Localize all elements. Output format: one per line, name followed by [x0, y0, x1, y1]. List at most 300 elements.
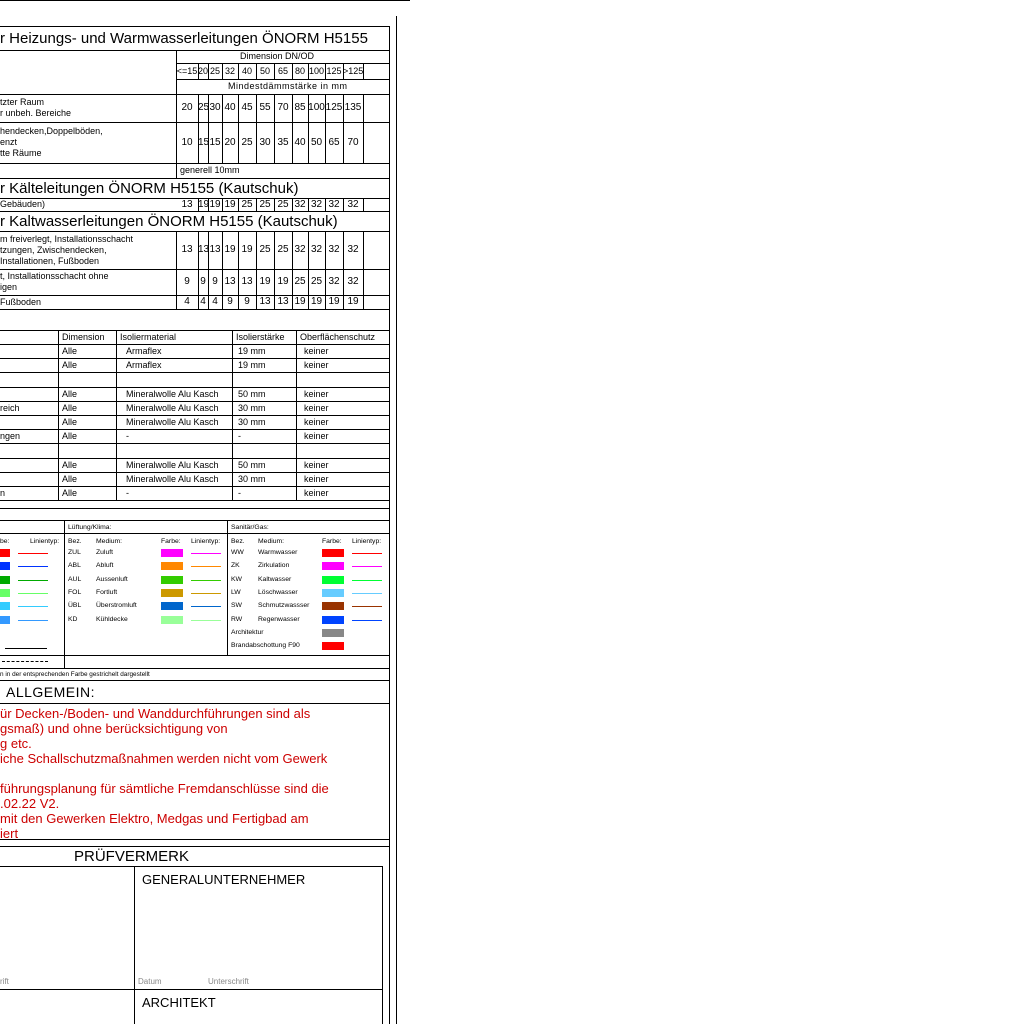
material-thickness: 19 mm: [238, 346, 266, 356]
coldwater-row-label: Fußboden: [0, 296, 42, 307]
dim-cell: <=15: [176, 66, 198, 76]
legend-medium: Löschwasser: [258, 588, 298, 596]
dim-cell: 50: [259, 66, 270, 76]
material-type: Mineralwolle Alu Kasch: [126, 473, 219, 484]
column-divider: [222, 198, 223, 211]
dim-cell: 100: [308, 66, 325, 76]
legend-line-sample: [2, 661, 48, 662]
material-dim: Alle: [62, 473, 78, 484]
column-divider: [363, 295, 364, 309]
coldwater-row-label: t, Installationsschacht ohne: [0, 271, 109, 281]
material-type: Mineralwolle Alu Kasch: [126, 459, 219, 470]
coldwater-value-cell: 19: [241, 244, 253, 255]
column-divider: [308, 94, 309, 122]
column-divider: [58, 330, 59, 500]
cold-title: r Kälteleitungen ÖNORM H5155 (Kautschuk): [0, 180, 299, 197]
coldwater-value-cell: 25: [259, 244, 271, 255]
legend-color-swatch: [0, 589, 10, 597]
heating-value-cell: 35: [277, 136, 289, 148]
column-divider: [222, 231, 223, 269]
general-title: ALLGEMEIN:: [6, 684, 96, 700]
column-divider: [256, 94, 257, 122]
column-divider: [308, 295, 309, 309]
cold-value-cell: 32: [328, 198, 340, 210]
material-dim: Alle: [62, 417, 78, 427]
legend-code: ZK: [231, 561, 240, 570]
coldwater-value-cell: 32: [294, 244, 306, 255]
legend-line-sample: [191, 553, 221, 554]
general-note-line: g etc.: [0, 736, 32, 751]
heating-value-cell: 85: [294, 102, 306, 113]
material-type: Mineralwolle Alu Kasch: [126, 388, 219, 399]
legend-header: Medium:: [96, 537, 123, 545]
legend-color-swatch: [322, 602, 344, 610]
column-divider: [198, 63, 199, 79]
general-note-line: .02.22 V2.: [0, 796, 60, 811]
column-divider: [292, 269, 293, 295]
heating-value-cell: 15: [209, 136, 221, 148]
material-header: Isolierstärke: [236, 332, 285, 342]
column-divider: [238, 295, 239, 309]
legend-code: KD: [68, 614, 78, 623]
column-divider: [274, 269, 275, 295]
heating-value-cell: 135: [344, 102, 362, 113]
legend-line-sample: [191, 606, 221, 607]
material-protection: keiner: [304, 388, 329, 399]
column-divider: [198, 295, 199, 309]
general-note-line: ür Decken-/Boden- und Wanddurchführungen sind als: [0, 706, 311, 721]
material-dim: Alle: [62, 488, 78, 498]
heating-value-cell: 45: [241, 102, 253, 113]
column-divider: [363, 122, 364, 163]
column-divider: [208, 295, 209, 309]
material-header: Dimension: [62, 332, 105, 342]
material-thickness: 30 mm: [238, 473, 266, 484]
general-note-line: gsmaß) und ohne berücksichtigung von: [0, 721, 228, 736]
heating-value-cell: 30: [259, 136, 271, 148]
column-divider: [208, 122, 209, 163]
coldwater-value-cell: 13: [198, 244, 210, 255]
material-type: -: [126, 431, 129, 442]
legend-left-header: Linientyp:: [30, 537, 60, 545]
legend-color-swatch: [322, 629, 344, 637]
gu-sign-label: Unterschrift: [208, 977, 249, 986]
column-divider: [296, 330, 297, 500]
legend-color-swatch: [322, 549, 344, 557]
legend-medium: Zirkulation: [258, 561, 290, 570]
cold-value-cell: 32: [294, 198, 306, 210]
coldwater-value-cell: 4: [184, 296, 190, 307]
heating-value-cell: 40: [224, 102, 236, 113]
column-divider: [274, 94, 275, 122]
coldwater-value-cell: 19: [259, 276, 271, 287]
material-type: Mineralwolle Alu Kasch: [126, 417, 219, 427]
legend-code: RW: [231, 614, 243, 623]
legend-color-swatch: [322, 576, 344, 584]
coldwater-value-cell: 13: [224, 276, 236, 287]
heating-value-cell: 15: [198, 136, 210, 148]
legend-color-swatch: [161, 562, 183, 570]
legend-color-swatch: [161, 589, 183, 597]
legend-color-swatch: [0, 562, 10, 570]
column-divider: [256, 269, 257, 295]
legend-medium: Zuluft: [96, 548, 114, 556]
column-divider: [208, 94, 209, 122]
legend-line-sample: [352, 620, 382, 621]
cold-value-cell: 19: [198, 198, 210, 210]
cold-value-cell: 19: [209, 198, 221, 210]
coldwater-value-cell: 9: [244, 296, 250, 307]
column-divider: [343, 122, 344, 163]
heating-row-label: tte Räume: [0, 148, 42, 158]
material-type: Armaflex: [126, 346, 162, 356]
coldwater-value-cell: 19: [310, 296, 323, 307]
column-divider: [256, 63, 257, 79]
coldwater-value-cell: 25: [310, 276, 323, 287]
heating-value-cell: 30: [209, 102, 221, 113]
legend-code: ÜBL: [68, 601, 82, 609]
legend-color-swatch: [161, 602, 183, 610]
column-divider: [343, 198, 344, 211]
outer-right-border: [396, 16, 397, 1024]
heating-value-cell: 55: [259, 102, 271, 113]
coldwater-title: r Kaltwasserleitungen ÖNORM H5155 (Kautschuk): [0, 213, 338, 230]
legend-code: ZUL: [68, 548, 81, 556]
material-type: Armaflex: [126, 360, 162, 371]
coldwater-value-cell: 32: [328, 244, 340, 255]
material-protection: keiner: [304, 346, 329, 356]
legend-code: AUL: [68, 574, 82, 583]
coldwater-value-cell: 32: [347, 244, 359, 255]
material-dim: Alle: [62, 402, 78, 413]
legend-code: FOL: [68, 588, 82, 596]
column-divider: [208, 269, 209, 295]
heating-title: r Heizungs- und Warmwasserleitungen ÖNORM H5155: [0, 30, 368, 47]
heating-value-cell: 125: [325, 102, 343, 113]
legend-header: Linientyp:: [352, 537, 382, 545]
legend-color-swatch: [322, 642, 344, 650]
column-divider: [292, 63, 293, 79]
legend-extra-label: Architektur: [231, 627, 264, 636]
heating-row-label: hendecken,Doppelböden,: [0, 126, 103, 136]
column-divider: [222, 94, 223, 122]
coldwater-value-cell: 13: [241, 276, 253, 287]
min-header: Mindestdämmstärke in mm: [228, 81, 348, 91]
legend-color-swatch: [0, 602, 10, 610]
coldwater-value-cell: 32: [328, 276, 340, 287]
left-sign-label: rift: [0, 977, 9, 986]
column-divider: [238, 94, 239, 122]
material-thickness: 50 mm: [238, 459, 266, 470]
column-divider: [238, 198, 239, 211]
column-divider: [198, 198, 199, 211]
dim-cell: 32: [224, 66, 235, 76]
coldwater-value-cell: 13: [181, 244, 193, 255]
column-divider: [274, 122, 275, 163]
general-note-line: iche Schallschutzmaßnahmen werden nicht vom Gewerk: [0, 751, 328, 766]
coldwater-value-cell: 32: [347, 276, 359, 287]
column-divider: [274, 198, 275, 211]
legend-line-sample: [18, 606, 48, 607]
coldwater-row-label: m freiverlegt, Installationsschacht: [0, 233, 134, 244]
coldwater-row-label: igen: [0, 282, 18, 292]
legend-color-swatch: [322, 562, 344, 570]
material-protection: keiner: [304, 459, 329, 470]
column-divider: [222, 63, 223, 79]
cold-value-cell: 25: [241, 198, 253, 210]
sheet-top-line: [0, 26, 390, 27]
column-divider: [325, 198, 326, 211]
legend-color-swatch: [322, 616, 344, 624]
column-divider: [325, 122, 326, 163]
column-divider: [238, 63, 239, 79]
column-divider: [325, 295, 326, 309]
legend-line-sample: [5, 648, 47, 649]
cold-value-cell: 19: [224, 198, 236, 210]
column-divider: [208, 198, 209, 211]
legend-line-sample: [18, 566, 48, 567]
coldwater-value-cell: 13: [259, 296, 271, 307]
coldwater-value-cell: 13: [277, 296, 289, 307]
column-divider: [274, 231, 275, 269]
column-divider: [343, 231, 344, 269]
dim-cell: 20: [198, 66, 209, 76]
legend-line-sample: [18, 580, 48, 581]
material-header: Oberflächenschutz: [300, 332, 376, 342]
legend-header: Bez.: [68, 537, 82, 545]
legend-line-sample: [352, 606, 382, 607]
coldwater-value-cell: 19: [328, 296, 340, 307]
legend-header: Farbe:: [322, 537, 342, 545]
legend-medium: Kühldecke: [96, 614, 128, 623]
column-divider: [292, 295, 293, 309]
cold-value-cell: 32: [347, 198, 359, 210]
dim-cell: 40: [241, 66, 252, 76]
column-divider: [308, 198, 309, 211]
gu-date-label: Datum: [138, 977, 162, 986]
material-thickness: 30 mm: [238, 402, 266, 413]
legend-header: Medium:: [258, 537, 285, 545]
coldwater-row-label: tzungen, Zwischendecken,: [0, 244, 107, 255]
coldwater-value-cell: 4: [212, 296, 218, 307]
material-protection: keiner: [304, 360, 329, 371]
legend-line-sample: [18, 553, 48, 554]
gu-title: GENERALUNTERNEHMER: [142, 872, 306, 887]
material-row-label: n: [0, 488, 6, 498]
column-divider: [363, 231, 364, 269]
heating-value-cell: 25: [198, 102, 210, 113]
column-divider: [343, 63, 344, 79]
legend-line-sample: [18, 593, 48, 594]
legend-code: LW: [231, 588, 241, 596]
legend-code: WW: [231, 548, 244, 556]
column-divider: [222, 269, 223, 295]
coldwater-value-cell: 9: [184, 276, 190, 287]
legend-color-swatch: [161, 576, 183, 584]
material-protection: keiner: [304, 402, 329, 413]
coldwater-value-cell: 4: [200, 296, 206, 307]
material-protection: keiner: [304, 431, 329, 442]
legend-header: Bez.: [231, 537, 245, 545]
legend-line-sample: [352, 580, 382, 581]
heating-value-cell: 40: [294, 136, 306, 148]
legend-header: Linientyp:: [191, 537, 221, 545]
column-divider: [222, 122, 223, 163]
dim-cell: 80: [294, 66, 305, 76]
material-thickness: 19 mm: [238, 360, 266, 371]
general-note-line: führungsplanung für sämtliche Fremdanschlüsse sind die: [0, 781, 329, 796]
column-divider: [325, 231, 326, 269]
material-type: -: [126, 488, 129, 498]
column-divider: [363, 94, 364, 122]
legend-medium: Abluft: [96, 561, 114, 570]
heating-value-cell: 70: [347, 136, 359, 148]
check-title: PRÜFVERMERK: [74, 848, 190, 865]
arch-title: ARCHITEKT: [142, 995, 216, 1010]
material-thickness: 50 mm: [238, 388, 266, 399]
general-note-line: iert: [0, 826, 19, 841]
material-thickness: -: [238, 431, 241, 442]
column-divider: [308, 269, 309, 295]
legend-medium: Fortluft: [96, 588, 118, 596]
dim-cell: 65: [277, 66, 288, 76]
cold-value-cell: 25: [277, 198, 289, 210]
legend-line-sample: [352, 566, 382, 567]
material-dim: Alle: [62, 360, 78, 371]
column-divider: [343, 269, 344, 295]
legend-medium: Aussenluft: [96, 574, 128, 583]
heating-row-label: tzter Raum: [0, 97, 45, 107]
column-divider: [325, 63, 326, 79]
coldwater-value-cell: 13: [209, 244, 221, 255]
column-divider: [222, 295, 223, 309]
heating-row-label: r unbeh. Bereiche: [0, 108, 72, 118]
column-divider: [343, 94, 344, 122]
column-divider: [198, 269, 199, 295]
column-divider: [198, 94, 199, 122]
column-divider: [208, 63, 209, 79]
dim-cell: 25: [209, 66, 220, 76]
column-divider: [325, 94, 326, 122]
column-divider: [363, 63, 364, 79]
material-dim: Alle: [62, 388, 78, 399]
legend-left-header: be:: [0, 537, 10, 545]
coldwater-value-cell: 9: [227, 296, 233, 307]
dim-cell: >125: [343, 66, 364, 76]
legend-code: KW: [231, 574, 242, 583]
column-divider: [274, 295, 275, 309]
coldwater-value-cell: 19: [294, 296, 306, 307]
material-dim: Alle: [62, 431, 78, 442]
legend-group-title: Lüftung/Klima:: [68, 523, 112, 531]
column-divider: [292, 231, 293, 269]
material-thickness: -: [238, 488, 241, 498]
column-divider: [292, 198, 293, 211]
legend-medium: Schmutzwassser: [258, 601, 310, 609]
legend-medium: Kaltwasser: [258, 574, 292, 583]
column-divider: [198, 122, 199, 163]
coldwater-value-cell: 32: [310, 244, 323, 255]
legend-medium: Überstromluft: [96, 601, 137, 609]
material-row-label: reich: [0, 402, 20, 413]
material-dim: Alle: [62, 346, 78, 356]
material-header: Isoliermaterial: [120, 332, 177, 342]
material-dim: Alle: [62, 459, 78, 470]
column-divider: [308, 122, 309, 163]
legend-medium: Regenwasser: [258, 614, 300, 623]
legend-footnote: n in der entsprechenden Farbe gestrichelt dargestellt: [0, 670, 150, 678]
legend-color-swatch: [0, 576, 10, 584]
dim-header: Dimension DN/OD: [240, 51, 315, 61]
general-note-line: mit den Gewerken Elektro, Medgas und Fertigbad am: [0, 811, 309, 826]
coldwater-value-cell: 19: [277, 276, 289, 287]
column-divider: [256, 122, 257, 163]
legend-color-swatch: [161, 616, 183, 624]
coldwater-value-cell: 9: [200, 276, 206, 287]
column-divider: [256, 295, 257, 309]
inner-right-border: [389, 26, 390, 1024]
coldwater-value-cell: 25: [294, 276, 306, 287]
heating-value-cell: 50: [310, 136, 323, 148]
legend-line-sample: [191, 580, 221, 581]
legend-code: ABL: [68, 561, 81, 570]
column-divider: [325, 269, 326, 295]
column-divider: [363, 269, 364, 295]
legend-extra-label: Brandabschottung F90: [231, 641, 300, 649]
legend-line-sample: [191, 566, 221, 567]
heating-note: generell 10mm: [180, 165, 240, 175]
heating-value-cell: 20: [224, 136, 236, 148]
cold-value-cell: 25: [259, 198, 271, 210]
column-divider: [238, 231, 239, 269]
legend-medium: Warmwasser: [258, 548, 298, 556]
legend-line-sample: [191, 620, 221, 621]
column-divider: [292, 94, 293, 122]
heating-row-label: enzt: [0, 137, 18, 147]
legend-group-title: Sanitär/Gas:: [231, 523, 269, 531]
column-divider: [274, 63, 275, 79]
legend-color-swatch: [0, 549, 10, 557]
heating-value-cell: 25: [241, 136, 253, 148]
material-protection: keiner: [304, 473, 329, 484]
coldwater-value-cell: 9: [212, 276, 218, 287]
legend-line-sample: [191, 593, 221, 594]
material-row-label: ngen: [0, 431, 21, 442]
heating-value-cell: 65: [328, 136, 340, 148]
coldwater-value-cell: 25: [277, 244, 289, 255]
legend-line-sample: [352, 593, 382, 594]
legend-color-swatch: [0, 616, 10, 624]
column-divider: [292, 122, 293, 163]
dim-cell: 125: [326, 66, 342, 76]
material-type: Mineralwolle Alu Kasch: [126, 402, 219, 413]
cold-value-cell: 32: [310, 198, 323, 210]
column-divider: [238, 269, 239, 295]
column-divider: [363, 198, 364, 211]
cold-value-cell: 13: [181, 198, 193, 210]
heating-value-cell: 20: [181, 102, 193, 113]
legend-line-sample: [352, 553, 382, 554]
column-divider: [256, 231, 257, 269]
column-divider: [208, 231, 209, 269]
material-thickness: 30 mm: [238, 417, 266, 427]
column-divider: [343, 295, 344, 309]
legend-header: Farbe:: [161, 537, 181, 545]
material-protection: keiner: [304, 488, 329, 498]
column-divider: [116, 330, 117, 500]
column-divider: [232, 330, 233, 500]
coldwater-value-cell: 19: [224, 244, 236, 255]
